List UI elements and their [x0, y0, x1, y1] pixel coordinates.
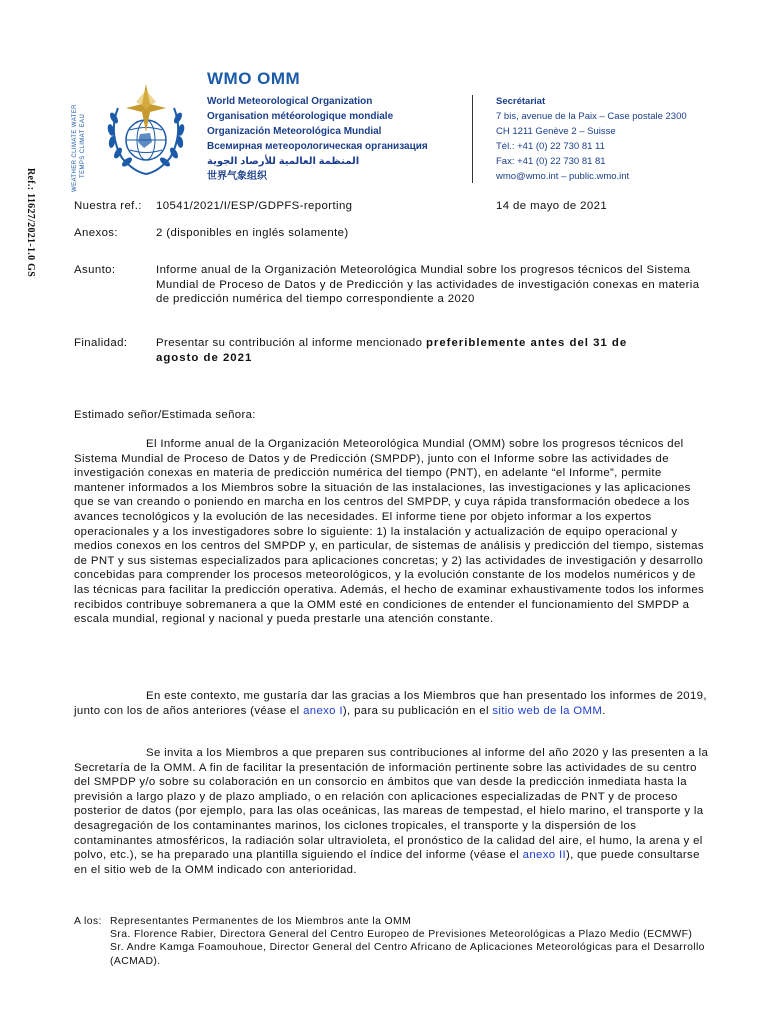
finalidad-text: Presentar su contribución al informe mencionado	[156, 337, 426, 349]
letter-date: 14 de mayo de 2021	[496, 200, 608, 212]
p2-text-c: .	[602, 704, 606, 717]
asunto-row	[74, 263, 714, 323]
paragraph-1-text: El Informe anual de la Organización Meteorológica Mundial (OMM) sobre los progresos técnicos del Sistema Mundial de Proceso de Datos y de Predicción (SMPDP), junto con el Informe sobre las actividades de investigación conexas en materia de predicción numérica del tiempo (PNT), en adelante “el Informe”, permite mantener informados a los Miembros sobre la situación de las instalaciones, las investigaciones y las aplicaciones que se van creando o poniendo en marcha en los centros del SMPDP, y cuya rápida transformación obedece a los avances tecnológicos y la evolución de las necesidades. El informe tiene por objeto informar a los expertos operacionales y a los investigadores sobre lo siguiente: 1) la instalación y actualización de equipo operacional y medios conexos en los centros del SMPDP y, en particular, de sistemas de análisis y predicción del tiempo, sistemas de PNT y sus sistemas especializados para aplicaciones concretas; y 2) las actividades de investigación y desarrollo concebidas para comprender los procesos meteorológicos, y la evolución constante de los modelos numéricos y de las técnicas para facilitar la predicción operativa. Además, el hecho de examinar exhaustivamente todos los informes recibidos contribuye sobremanera a que la OMM esté en condiciones de entender el funcionamiento del SMPDP a escala mundial, regional y nacional y pueda prestarle una atención constante.	[74, 438, 705, 626]
salutation: Estimado señor/Estimada señora:	[74, 409, 256, 421]
org-name-fr: Organisation météorologique mondiale	[207, 111, 394, 122]
letterhead-divider	[472, 95, 473, 183]
paragraph-3-text	[74, 746, 714, 877]
recipient-cc-2: Sr. Andre Kamga Foamouhoue, Director General del Centro Africano de Aplicaciones Meteorológicas para el Desarrollo (ACMAD).	[110, 942, 705, 967]
tag-line-en: WEATHER CLIMATE WATER	[72, 104, 78, 192]
secretariat-title: Secrétariat	[496, 96, 546, 107]
recipients-label: A los:	[74, 916, 102, 927]
p2-text-a: En este contexto, me gustaría dar las gracias a los Miembros que han presentado los informes de 2019, junto con los de años anteriores (véase el	[74, 690, 707, 717]
secretariat-line: wmo@wmo.int – public.wmo.int	[496, 171, 630, 182]
paragraph-1	[74, 437, 714, 627]
recipients-first-row	[74, 915, 714, 928]
paragraph-2-text	[74, 689, 714, 718]
org-acronym: WMO OMM	[207, 69, 301, 88]
finalidad-label: Finalidad:	[74, 337, 128, 349]
org-names	[207, 94, 428, 184]
org-name-ru: Всемирная метеорологическая организация	[207, 141, 428, 152]
side-reference-text: Ref.: 11627/2021-1.0 GS	[25, 168, 36, 278]
anexo-ii-link[interactable]: anexo II	[522, 849, 566, 862]
org-name-en: World Meteorological Organization	[207, 96, 373, 107]
paragraph-3	[74, 746, 714, 877]
secretariat-line: Tél.: +41 (0) 22 730 81 11	[496, 141, 605, 152]
p3-text-a: Se invita a los Miembros a que preparen sus contribuciones al informe del año 2020 y las presenten a la Secretaría de la OMM. A fin de facilitar la presentación de información pertinente sobre las actividades de su centro del SMPDP y/o sobre su colaboración en un consorcio en ámbitos que van desde la predicción inmediata hasta la previsión a largo plazo y de plazo ampliado, o en relación con aplicaciones especializadas de PNT y de proceso posterior de datos (por ejemplo, para las olas oceánicas, las mareas de tempestad, el hielo marino, el transporte y la desagregación de los contaminantes marinos, los ciclones tropicales, el transporte y la dispersión de los contaminantes atmosféricos, la radiación solar ultravioleta, el pronóstico de la calidad del aire, el humo, la arena y el polvo, etc.), se ha preparado una plantilla siguiendo el índice del informe (véase el	[74, 747, 709, 862]
anexos-label: Anexos:	[74, 227, 118, 239]
secretariat-line: 7 bis, avenue de la Paix – Case postale 2300	[496, 111, 687, 122]
finalidad-row	[74, 336, 714, 368]
finalidad-deadline: preferiblemente antes del 31 de agosto de 2021	[156, 337, 628, 364]
p2-text-b: ), para su publicación en el	[342, 704, 493, 717]
paragraph-2	[74, 689, 714, 718]
ref-value: 10541/2021/I/ESP/GDPFS-reporting	[156, 200, 353, 212]
anexo-i-link[interactable]: anexo I	[303, 704, 343, 717]
finalidad-value	[156, 336, 646, 365]
asunto-value: Informe anual de la Organización Meteorológica Mundial sobre los progresos técnicos del Sistema Mundial de Proceso de Datos y de Predicción y las actividades de investigación conexas en materia de predicción numérica del tiempo correspondiente a 2020	[156, 264, 700, 305]
org-name-ar: المنظمة العالمية للأرصاد الجوية	[207, 156, 360, 167]
secretariat-address	[496, 94, 687, 184]
weather-climate-water-tag	[70, 84, 98, 194]
secretariat-line: CH 1211 Genève 2 – Suisse	[496, 126, 616, 137]
ref-label: Nuestra ref.:	[74, 200, 142, 212]
org-name-es: Organización Meteorológica Mundial	[207, 126, 382, 137]
anexos-value: 2 (disponibles en inglés solamente)	[156, 227, 349, 239]
wmo-emblem-icon	[100, 78, 192, 178]
tag-line-fr: TEMPS CLIMAT EAU	[80, 113, 86, 178]
org-name-zh: 世界气象组织	[207, 171, 267, 182]
side-reference	[18, 168, 54, 288]
reference-row	[74, 199, 714, 215]
secretariat-line: Fax: +41 (0) 22 730 81 81	[496, 156, 606, 167]
p3-text-b: ), que puede consultarse en el sitio web de la OMM indicado con anterioridad.	[74, 849, 700, 876]
wmo-website-link[interactable]: sitio web de la OMM	[492, 704, 603, 717]
recipient-cc-1: Sra. Florence Rabier, Directora General del Centro Europeo de Previsiones Meteorológicas a Plazo Medio (ECMWF)	[110, 929, 693, 941]
recipients	[74, 915, 714, 968]
anexos-row	[74, 226, 714, 242]
recipients-first: Representantes Permanentes de los Miembros ante la OMM	[110, 916, 412, 927]
asunto-label: Asunto:	[74, 264, 116, 276]
